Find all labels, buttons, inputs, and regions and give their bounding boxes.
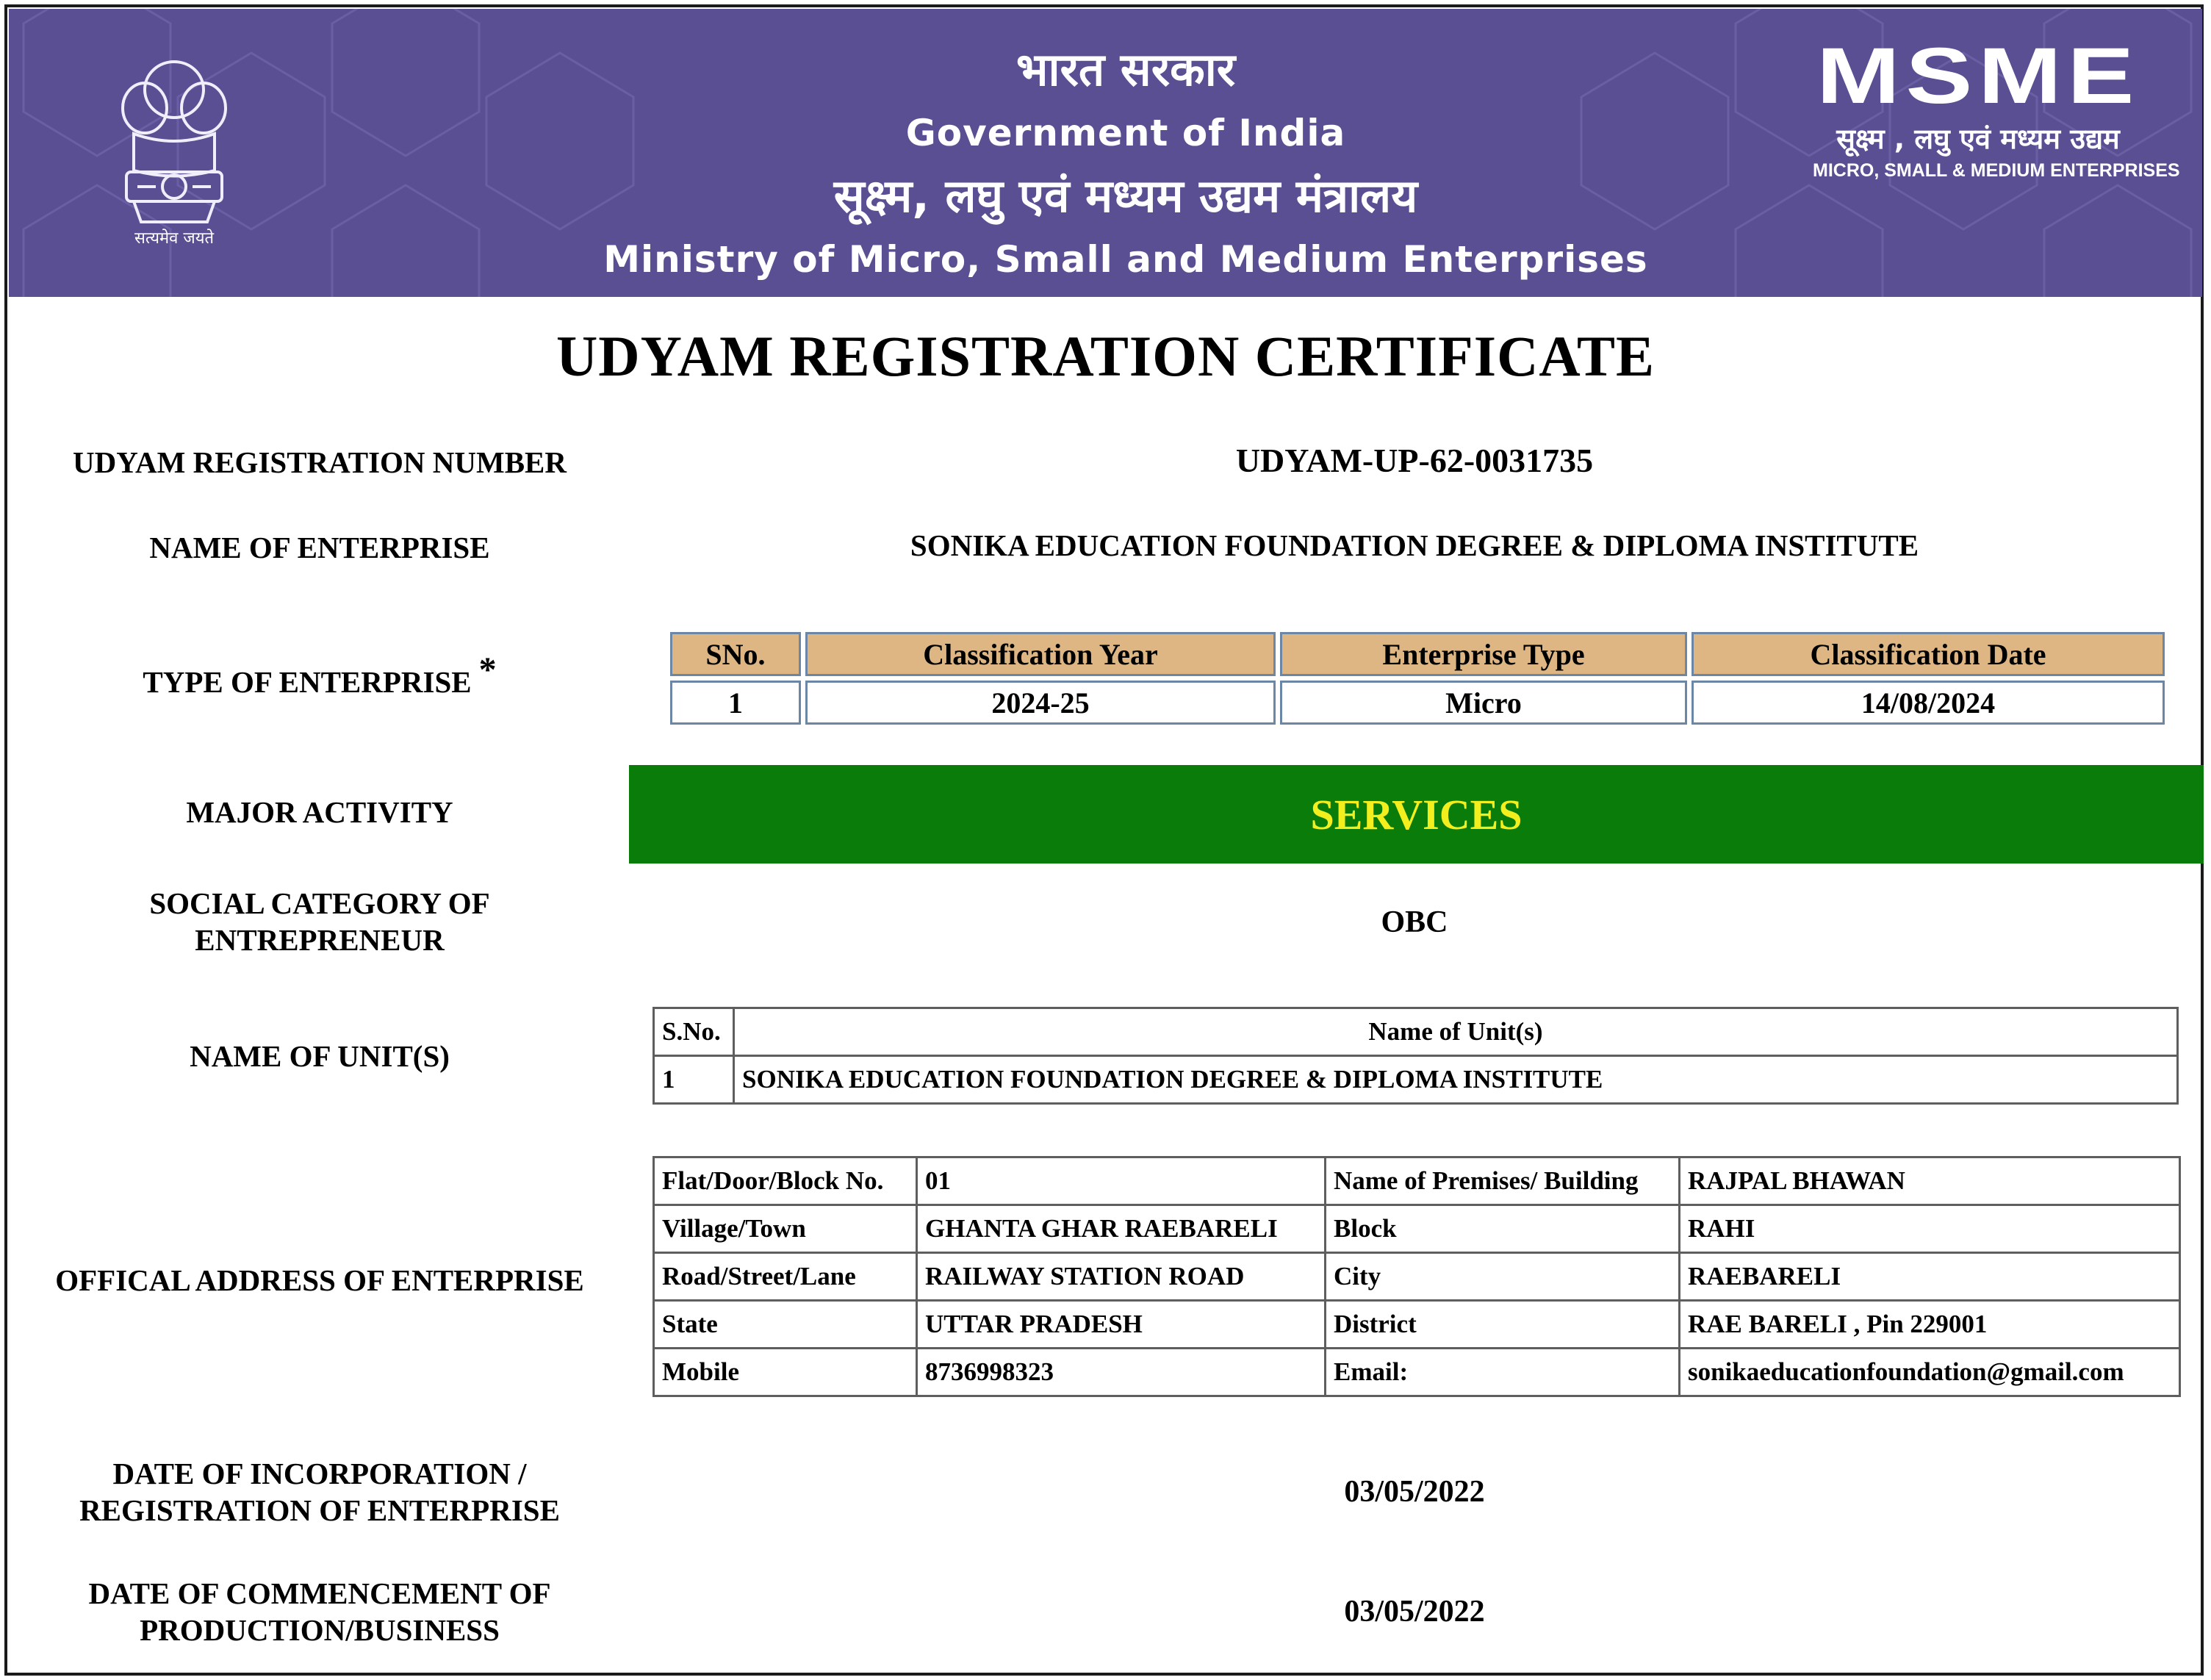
table-row bbox=[654, 1205, 2180, 1253]
commencement-date-label-line2: PRODUCTION/BUSINESS bbox=[140, 1613, 500, 1647]
header-unit-name: Name of Unit(s) bbox=[734, 1008, 2178, 1056]
address-key: Road/Street/Lane bbox=[654, 1253, 917, 1301]
cell-sno: 1 bbox=[654, 1056, 734, 1104]
units-label: NAME OF UNIT(S) bbox=[190, 1039, 450, 1073]
msme-english-tagline: MICRO, SMALL & MEDIUM ENTERPRISES bbox=[1813, 160, 2180, 181]
cell-unit-name: SONIKA EDUCATION FOUNDATION DEGREE & DIPLOMA INSTITUTE bbox=[734, 1056, 2178, 1104]
units-header-row bbox=[654, 1008, 2178, 1056]
cell-enterprise-type: Micro bbox=[1280, 681, 1687, 725]
table-row bbox=[670, 681, 2165, 725]
msme-hindi-tagline: सूक्ष्म , लघु एवं मध्यम उद्यम bbox=[1836, 123, 2120, 155]
classification-table bbox=[666, 628, 2169, 729]
address-value: RAEBARELI bbox=[1680, 1253, 2180, 1301]
table-row bbox=[654, 1056, 2178, 1104]
email-value: sonikaeducationfoundation@gmail.com bbox=[1680, 1349, 2180, 1396]
social-category-value: OBC bbox=[1381, 905, 1448, 939]
enterprise-name-label: NAME OF ENTERPRISE bbox=[149, 531, 490, 564]
address-key: Mobile bbox=[654, 1349, 917, 1396]
address-value: GHANTA GHAR RAEBARELI bbox=[917, 1205, 1326, 1253]
address-value: RAE BARELI , Pin 229001 bbox=[1680, 1301, 2180, 1349]
table-row bbox=[654, 1157, 2180, 1205]
commencement-date-label-line1: DATE OF COMMENCEMENT OF bbox=[88, 1576, 551, 1610]
cell-classification-date: 14/08/2024 bbox=[1691, 681, 2165, 725]
header-sno: S.No. bbox=[654, 1008, 734, 1056]
commencement-date-value: 03/05/2022 bbox=[1344, 1595, 1485, 1629]
table-row bbox=[654, 1301, 2180, 1349]
header-classification-date: Classification Date bbox=[1691, 632, 2165, 676]
major-activity-label: MAJOR ACTIVITY bbox=[186, 795, 453, 829]
address-label: OFFICAL ADDRESS OF ENTERPRISE bbox=[55, 1263, 584, 1297]
required-asterisk: * bbox=[478, 650, 497, 690]
english-ministry-title: Ministry of Micro, Small and Medium Enterprises bbox=[603, 238, 1648, 281]
address-key: Flat/Door/Block No. bbox=[654, 1157, 917, 1205]
address-key: Block bbox=[1326, 1205, 1680, 1253]
certificate-title: UDYAM REGISTRATION CERTIFICATE bbox=[556, 324, 1655, 388]
header-enterprise-type: Enterprise Type bbox=[1280, 632, 1687, 676]
major-activity-value: SERVICES bbox=[629, 765, 2204, 864]
social-category-label bbox=[22, 885, 617, 958]
address-value: UTTAR PRADESH bbox=[917, 1301, 1326, 1349]
hindi-government-title: भारत सरकार bbox=[1015, 43, 1236, 96]
address-value: RAHI bbox=[1680, 1205, 2180, 1253]
banner-text-block bbox=[582, 38, 1669, 291]
address-key: Email: bbox=[1326, 1349, 1680, 1396]
commencement-date-label bbox=[22, 1575, 617, 1648]
msme-logo bbox=[1813, 40, 2180, 194]
address-key: District bbox=[1326, 1301, 1680, 1349]
registration-number-label: UDYAM REGISTRATION NUMBER bbox=[72, 445, 567, 479]
address-key: Name of Premises/ Building bbox=[1326, 1157, 1680, 1205]
social-category-label-line2: ENTREPRENEUR bbox=[195, 923, 445, 957]
header-banner bbox=[9, 9, 2202, 297]
address-key: State bbox=[654, 1301, 917, 1349]
header-sno: SNo. bbox=[670, 632, 801, 676]
incorporation-date-label-line2: REGISTRATION OF ENTERPRISE bbox=[79, 1493, 560, 1527]
classification-header-row bbox=[670, 632, 2165, 676]
address-key: City bbox=[1326, 1253, 1680, 1301]
svg-text:MSME: MSME bbox=[1816, 40, 2140, 113]
registration-number-value: UDYAM-UP-62-0031735 bbox=[1235, 442, 1594, 479]
enterprise-type-label bbox=[22, 650, 617, 700]
hindi-ministry-title: सूक्ष्म, लघु एवं मध्यम उद्यम मंत्रालय bbox=[833, 169, 1418, 223]
table-row bbox=[654, 1349, 2180, 1396]
header-classification-year: Classification Year bbox=[805, 632, 1276, 676]
cell-classification-year: 2024-25 bbox=[805, 681, 1276, 725]
incorporation-date-label bbox=[22, 1455, 617, 1529]
cell-sno: 1 bbox=[670, 681, 801, 725]
table-row bbox=[654, 1253, 2180, 1301]
incorporation-date-label-line1: DATE OF INCORPORATION / bbox=[112, 1457, 527, 1490]
address-value: RAJPAL BHAWAN bbox=[1680, 1157, 2180, 1205]
address-key: Village/Town bbox=[654, 1205, 917, 1253]
english-government-title: Government of India bbox=[905, 112, 1346, 154]
address-value: 01 bbox=[917, 1157, 1326, 1205]
incorporation-date-value: 03/05/2022 bbox=[1344, 1475, 1485, 1509]
emblem-motto: सत्यमेव जयते bbox=[134, 229, 215, 248]
enterprise-name-value: SONIKA EDUCATION FOUNDATION DEGREE & DIPLOMA INSTITUTE bbox=[910, 528, 1919, 562]
units-table bbox=[652, 1007, 2179, 1105]
address-value: RAILWAY STATION ROAD bbox=[917, 1253, 1326, 1301]
address-table bbox=[652, 1156, 2181, 1397]
social-category-label-line1: SOCIAL CATEGORY OF bbox=[149, 886, 490, 920]
enterprise-type-label-text: TYPE OF ENTERPRISE bbox=[143, 665, 472, 699]
msme-wordmark-icon bbox=[1813, 40, 2143, 113]
mobile-value: 8736998323 bbox=[917, 1349, 1326, 1396]
